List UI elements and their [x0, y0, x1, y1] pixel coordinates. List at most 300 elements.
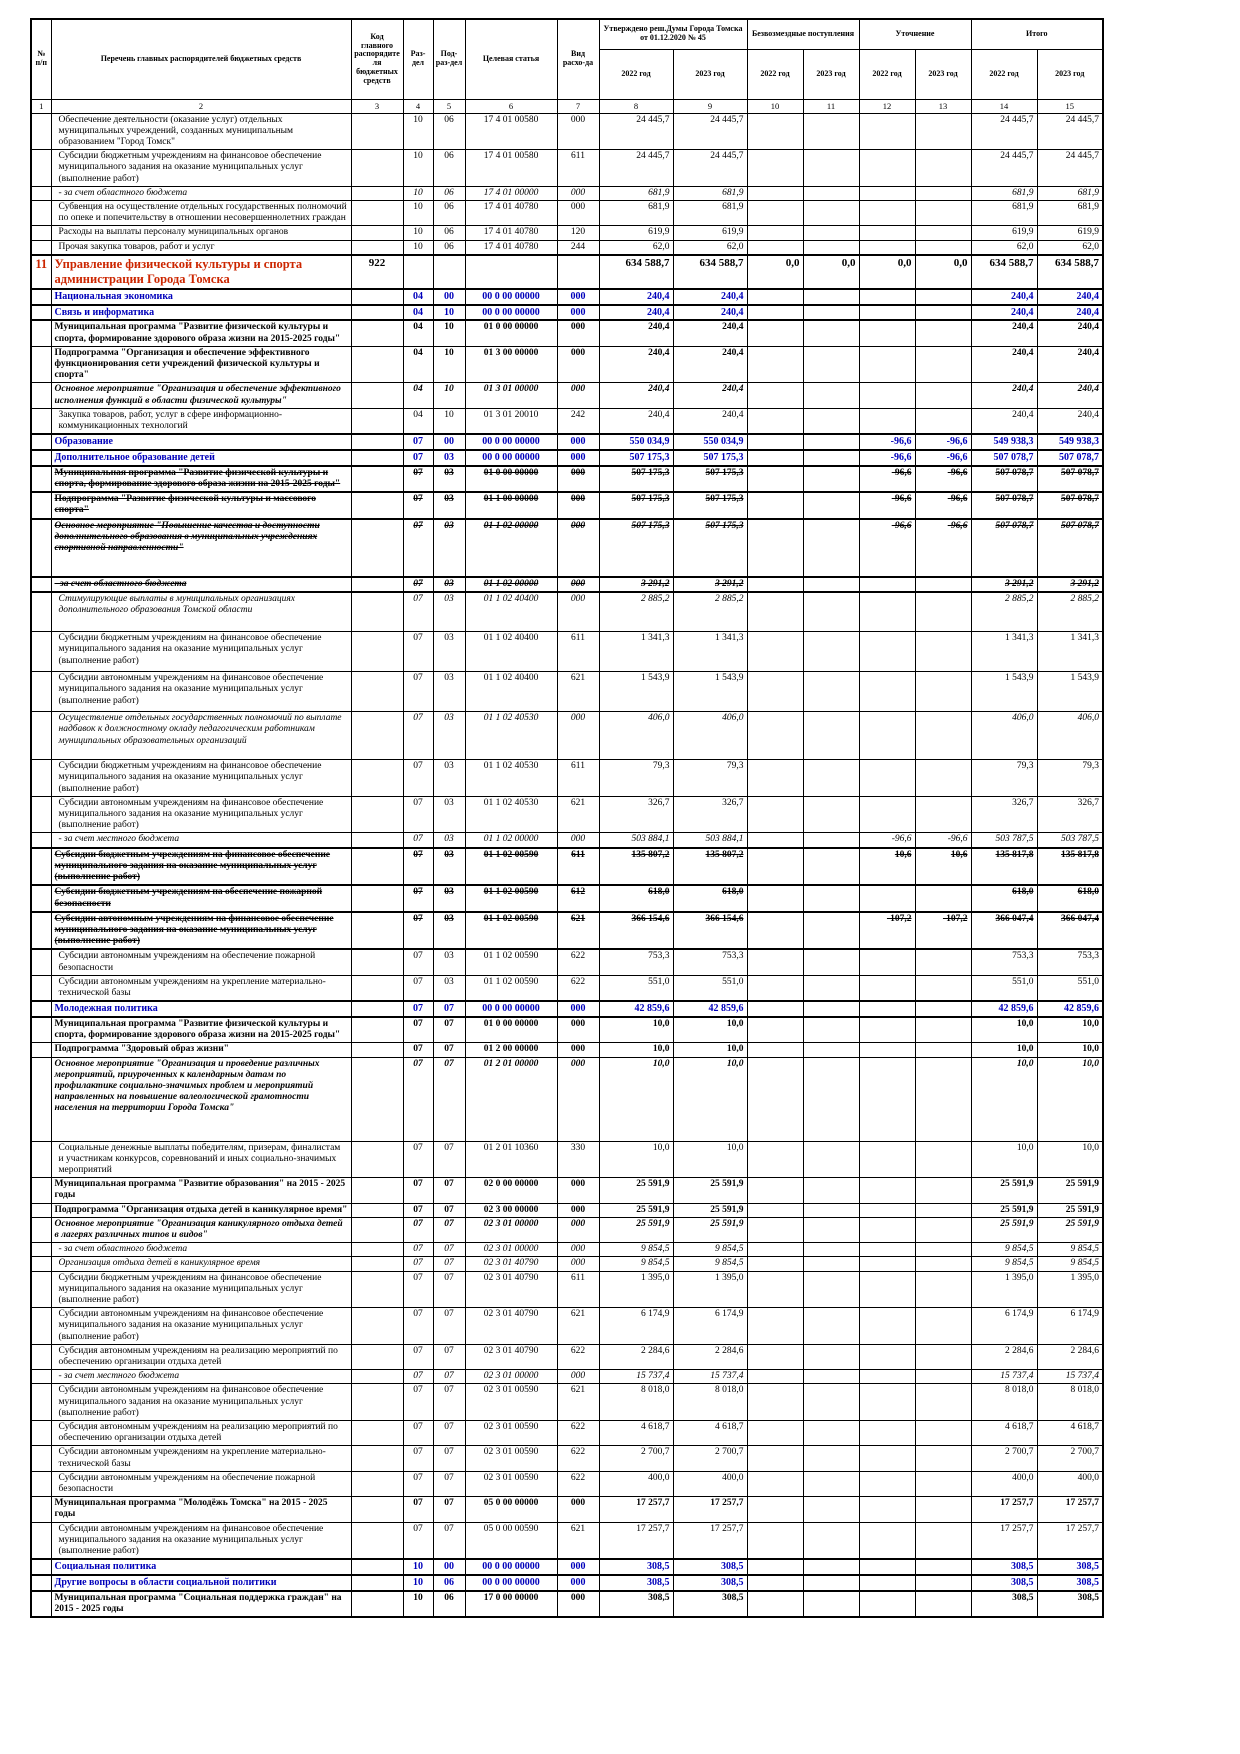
row-number-cell [31, 1308, 51, 1345]
table-row [31, 796, 1103, 833]
target-article-cell: 00 0 00 00000 [465, 1559, 557, 1575]
total-2023-cell: 10,0 [1037, 1043, 1103, 1057]
adjustment-2023-cell: -96,6 [915, 833, 971, 848]
approved-2022-cell: 240,4 [599, 408, 673, 434]
approved-2022-cell: 503 884,1 [599, 833, 673, 848]
grants-2023-cell [803, 466, 859, 492]
grants-2023-cell [803, 632, 859, 672]
total-2023-cell: 10,0 [1037, 1057, 1103, 1141]
total-2023-cell: 17 257,7 [1037, 1522, 1103, 1559]
approved-2023-cell: 42 859,6 [673, 1001, 747, 1017]
approved-2023-cell: 308,5 [673, 1591, 747, 1617]
approved-2023-cell: 503 884,1 [673, 833, 747, 848]
target-article-cell: 01 1 02 00000 [465, 519, 557, 577]
total-2023-cell: 10,0 [1037, 1141, 1103, 1178]
target-article-cell: 01 1 02 00590 [465, 912, 557, 950]
adjustment-2023-cell [915, 240, 971, 255]
adjustment-2022-cell [859, 226, 915, 240]
name-cell: Муниципальная программа "Социальная поддержка граждан" на 2015 - 2025 годы [51, 1591, 351, 1617]
approved-2023-cell: 681,9 [673, 200, 747, 225]
razdel-cell: 07 [403, 592, 433, 632]
row-number-cell [31, 1384, 51, 1421]
grants-2023-cell [803, 975, 859, 1001]
podrazdel-cell: 06 [433, 200, 465, 225]
grants-2022-cell [747, 796, 803, 833]
total-2022-cell: 17 257,7 [971, 1522, 1037, 1559]
expense-type-cell: 622 [557, 1421, 599, 1446]
grants-2023-cell [803, 305, 859, 321]
row-number-cell [31, 408, 51, 434]
expense-type-cell: 000 [557, 492, 599, 518]
table-row [31, 346, 1103, 383]
podrazdel-cell: 03 [433, 912, 465, 950]
name-cell: Субсидии бюджетным учреждениям на финансовое обеспечение муниципального задания на оказание муниципальных услуг (выполнение работ) [51, 1271, 351, 1308]
adjustment-2022-cell [859, 1178, 915, 1203]
total-2022-cell: 681,9 [971, 200, 1037, 225]
expense-type-cell: 000 [557, 577, 599, 592]
name-cell: Подпрограмма "Организация отдыха детей в каникулярное время" [51, 1203, 351, 1217]
total-2023-cell: 308,5 [1037, 1559, 1103, 1575]
approved-2023-cell: 10,0 [673, 1017, 747, 1043]
adjustment-2022-cell [859, 1370, 915, 1384]
total-2022-cell: 1 395,0 [971, 1271, 1037, 1308]
name-cell: Социальная политика [51, 1559, 351, 1575]
expense-type-cell: 242 [557, 408, 599, 434]
row-number-cell [31, 1017, 51, 1043]
adjustment-2023-cell [915, 1178, 971, 1203]
name-cell: Муниципальная программа "Развитие образования" на 2015 - 2025 годы [51, 1178, 351, 1203]
adjustment-2022-cell [859, 949, 915, 975]
grants-2023-cell [803, 1575, 859, 1591]
podrazdel-cell: 00 [433, 1559, 465, 1575]
row-number-cell [31, 912, 51, 950]
column-number: 2 [51, 99, 351, 113]
table-row [31, 519, 1103, 577]
grants-2023-cell [803, 592, 859, 632]
razdel-cell [403, 255, 433, 289]
target-article-cell: 02 3 01 40790 [465, 1271, 557, 1308]
total-2022-cell: 25 591,9 [971, 1203, 1037, 1217]
approved-2022-cell: 10,0 [599, 1043, 673, 1057]
target-article-cell: 01 2 00 00000 [465, 1043, 557, 1057]
row-number-cell [31, 1043, 51, 1057]
expense-type-cell: 621 [557, 672, 599, 712]
column-number: 5 [433, 99, 465, 113]
podrazdel-cell: 03 [433, 975, 465, 1001]
razdel-cell: 07 [403, 949, 433, 975]
table-row [31, 383, 1103, 408]
adjustment-2023-cell [915, 1497, 971, 1522]
name-cell: Подпрограмма "Организация и обеспечение эффективного функционирования сети учреждений физической культуры и спорта" [51, 346, 351, 383]
target-article-cell: 01 1 02 00590 [465, 949, 557, 975]
podrazdel-cell: 07 [433, 1522, 465, 1559]
approved-2023-cell: 550 034,9 [673, 434, 747, 450]
approved-2023-cell: 1 395,0 [673, 1271, 747, 1308]
total-2023-cell: 507 078,7 [1037, 450, 1103, 466]
row-number-cell [31, 226, 51, 240]
table-row [31, 1344, 1103, 1369]
table-row [31, 1141, 1103, 1178]
target-article-cell: 02 3 00 00000 [465, 1203, 557, 1217]
total-2022-cell: 753,3 [971, 949, 1037, 975]
podrazdel-cell: 07 [433, 1203, 465, 1217]
row-number-cell [31, 492, 51, 518]
total-2022-cell: 503 787,5 [971, 833, 1037, 848]
table-row [31, 1471, 1103, 1496]
podrazdel-cell: 03 [433, 885, 465, 911]
name-cell: Субсидии автономным учреждениям на обеспечение пожарной безопасности [51, 949, 351, 975]
razdel-cell: 07 [403, 1001, 433, 1017]
expense-type-cell: 000 [557, 1243, 599, 1257]
adjustment-2022-cell: -96,6 [859, 519, 915, 577]
name-cell: Субсидии автономным учреждениям на обеспечение пожарной безопасности [51, 1471, 351, 1496]
grants-2022-cell [747, 320, 803, 346]
grants-2022-cell [747, 833, 803, 848]
name-cell: Субсидии автономным учреждениям на финансовое обеспечение муниципального задания на оказание муниципальных услуг (выполнение работ) [51, 796, 351, 833]
total-2022-cell: 240,4 [971, 383, 1037, 408]
razdel-cell: 07 [403, 1217, 433, 1242]
total-2023-cell: 240,4 [1037, 305, 1103, 321]
grants-2023-cell [803, 1057, 859, 1141]
total-2022-cell: 240,4 [971, 305, 1037, 321]
razdel-cell: 07 [403, 492, 433, 518]
expense-type-cell: 000 [557, 434, 599, 450]
expense-type-cell: 330 [557, 1141, 599, 1178]
target-article-cell: 01 1 00 00000 [465, 492, 557, 518]
grants-2022-cell [747, 200, 803, 225]
total-2022-cell: 549 938,3 [971, 434, 1037, 450]
podrazdel-cell: 07 [433, 1344, 465, 1369]
podrazdel-cell: 06 [433, 1575, 465, 1591]
expense-type-cell: 000 [557, 289, 599, 305]
podrazdel-cell: 07 [433, 1178, 465, 1203]
expense-type-cell: 000 [557, 200, 599, 225]
total-2022-cell: 1 543,9 [971, 672, 1037, 712]
grants-2022-cell [747, 1001, 803, 1017]
grbs-code-cell [351, 592, 403, 632]
total-2023-cell: 308,5 [1037, 1575, 1103, 1591]
total-2022-cell: 240,4 [971, 408, 1037, 434]
grbs-code-cell [351, 1497, 403, 1522]
grants-2022-cell [747, 1497, 803, 1522]
approved-2022-cell: 25 591,9 [599, 1203, 673, 1217]
grbs-code-cell [351, 1203, 403, 1217]
expense-type-cell: 611 [557, 150, 599, 187]
adjustment-2022-cell [859, 1522, 915, 1559]
adjustment-2023-cell: -96,6 [915, 434, 971, 450]
grants-2022-cell [747, 1591, 803, 1617]
grants-2022-cell [747, 975, 803, 1001]
approved-2023-cell: 634 588,7 [673, 255, 747, 289]
target-article-cell: 00 0 00 00000 [465, 1575, 557, 1591]
grants-2022-cell [747, 1522, 803, 1559]
total-2022-cell: 17 257,7 [971, 1497, 1037, 1522]
total-2022-cell: 507 078,7 [971, 519, 1037, 577]
table-row [31, 434, 1103, 450]
approved-2023-cell: 79,3 [673, 760, 747, 797]
column-number: 11 [803, 99, 859, 113]
grants-2023-cell [803, 200, 859, 225]
grbs-code-cell [351, 1344, 403, 1369]
budget-table-body [31, 113, 1103, 1617]
grants-2022-cell [747, 1257, 803, 1271]
approved-2023-cell: 308,5 [673, 1575, 747, 1591]
table-row [31, 1178, 1103, 1203]
name-cell: Закупка товаров, работ, услуг в сфере информационно-коммуникационных технологий [51, 408, 351, 434]
grants-2023-cell [803, 848, 859, 886]
grants-2022-cell [747, 1141, 803, 1178]
table-row [31, 577, 1103, 592]
razdel-cell: 07 [403, 1446, 433, 1471]
row-number-cell [31, 712, 51, 760]
adjustment-2023-cell [915, 113, 971, 150]
total-2023-cell: 25 591,9 [1037, 1203, 1103, 1217]
table-row [31, 912, 1103, 950]
grants-2023-cell [803, 1178, 859, 1203]
approved-2022-cell: 619,9 [599, 226, 673, 240]
approved-2023-cell: 619,9 [673, 226, 747, 240]
podrazdel-cell: 06 [433, 1591, 465, 1617]
adjustment-2023-cell [915, 1522, 971, 1559]
approved-2023-cell: 25 591,9 [673, 1203, 747, 1217]
row-number-cell [31, 796, 51, 833]
adjustment-2022-cell [859, 577, 915, 592]
podrazdel-cell: 07 [433, 1308, 465, 1345]
adjustment-2022-cell [859, 1497, 915, 1522]
total-2023-cell: 2 885,2 [1037, 592, 1103, 632]
adjustment-2023-cell [915, 150, 971, 187]
adjustment-2022-cell [859, 1446, 915, 1471]
grbs-code-cell [351, 1243, 403, 1257]
podrazdel-cell: 07 [433, 1471, 465, 1496]
name-cell: Субсидии автономным учреждениям на финансовое обеспечение муниципального задания на оказание муниципальных услуг (выполнение работ) [51, 1308, 351, 1345]
approved-2023-cell: 17 257,7 [673, 1497, 747, 1522]
adjustment-2022-cell [859, 1257, 915, 1271]
total-2022-cell: 79,3 [971, 760, 1037, 797]
row-number-cell [31, 466, 51, 492]
total-2022-cell: 9 854,5 [971, 1257, 1037, 1271]
podrazdel-cell: 07 [433, 1370, 465, 1384]
row-number-cell [31, 1178, 51, 1203]
approved-2022-cell: 366 154,6 [599, 912, 673, 950]
adjustment-2022-cell [859, 1243, 915, 1257]
razdel-cell: 10 [403, 1575, 433, 1591]
grants-2023-cell [803, 1471, 859, 1496]
approved-2022-cell: 507 175,3 [599, 519, 673, 577]
adjustment-2023-cell [915, 712, 971, 760]
row-number-cell [31, 305, 51, 321]
row-number-cell [31, 577, 51, 592]
approved-2022-cell: 6 174,9 [599, 1308, 673, 1345]
name-cell: Социальные денежные выплаты победителям, призерам, финалистам и участникам конкурсов, соревнований и иных социально-значимых мероприятий [51, 1141, 351, 1178]
total-2023-cell: 6 174,9 [1037, 1308, 1103, 1345]
grants-2022-cell [747, 1471, 803, 1496]
approved-2022-cell: 2 885,2 [599, 592, 673, 632]
adjustment-2023-cell [915, 1217, 971, 1242]
grbs-code-cell [351, 450, 403, 466]
table-row [31, 1575, 1103, 1591]
grbs-code-cell [351, 305, 403, 321]
approved-2022-cell: 17 257,7 [599, 1522, 673, 1559]
grbs-code-cell [351, 712, 403, 760]
grants-2023-cell [803, 150, 859, 187]
podrazdel-cell: 07 [433, 1001, 465, 1017]
table-row [31, 1591, 1103, 1617]
target-article-cell: 00 0 00 00000 [465, 305, 557, 321]
grants-2022-cell [747, 760, 803, 797]
row-number-cell [31, 1446, 51, 1471]
podrazdel-cell [433, 255, 465, 289]
grants-2023-cell [803, 1217, 859, 1242]
target-article-cell: 01 3 01 00000 [465, 383, 557, 408]
column-number: 1 [31, 99, 51, 113]
approved-2023-cell: 326,7 [673, 796, 747, 833]
adjustment-2023-cell [915, 760, 971, 797]
grants-2023-cell [803, 760, 859, 797]
razdel-cell: 04 [403, 346, 433, 383]
approved-2022-cell: 507 175,3 [599, 450, 673, 466]
approved-2022-cell: 1 543,9 [599, 672, 673, 712]
total-2023-cell: 79,3 [1037, 760, 1103, 797]
total-2023-cell: 406,0 [1037, 712, 1103, 760]
grbs-code-cell [351, 796, 403, 833]
total-2023-cell: 240,4 [1037, 408, 1103, 434]
table-row [31, 672, 1103, 712]
podrazdel-cell: 07 [433, 1057, 465, 1141]
grants-2022-cell [747, 592, 803, 632]
grants-2023-cell [803, 949, 859, 975]
target-article-cell [465, 255, 557, 289]
row-number-cell [31, 1001, 51, 1017]
row-number-cell [31, 1497, 51, 1522]
name-cell: Основное мероприятие "Повышение качества и доступности дополнительного образования в муниципальных учреждениях спортивной направленности" [51, 519, 351, 577]
table-row [31, 320, 1103, 346]
razdel-cell: 07 [403, 1243, 433, 1257]
total-2022-cell: 308,5 [971, 1575, 1037, 1591]
razdel-cell: 07 [403, 1043, 433, 1057]
approved-2022-cell: 400,0 [599, 1471, 673, 1496]
approved-2022-cell: 2 284,6 [599, 1344, 673, 1369]
grbs-code-cell: 922 [351, 255, 403, 289]
total-2022-cell: 10,0 [971, 1017, 1037, 1043]
adjustment-2022-cell [859, 289, 915, 305]
name-cell: Образование [51, 434, 351, 450]
grants-2023-cell [803, 1203, 859, 1217]
row-number-cell [31, 760, 51, 797]
adjustment-2023-cell [915, 1257, 971, 1271]
name-cell: Другие вопросы в области социальной политики [51, 1575, 351, 1591]
expense-type-cell: 000 [557, 1178, 599, 1203]
grants-2023-cell [803, 1243, 859, 1257]
expense-type-cell: 622 [557, 1471, 599, 1496]
expense-type-cell: 611 [557, 1271, 599, 1308]
group-header-adjustment: Уточнение [859, 19, 971, 49]
name-cell: Стимулирующие выплаты в муниципальных организациях дополнительного образования Томской области [51, 592, 351, 632]
target-article-cell: 02 0 00 00000 [465, 1178, 557, 1203]
podrazdel-cell: 03 [433, 672, 465, 712]
name-cell: Муниципальная программа "Развитие физической культуры и спорта, формирование здорового образа жизни на 2015-2025 годы" [51, 320, 351, 346]
total-2022-cell: 507 078,7 [971, 492, 1037, 518]
table-row [31, 408, 1103, 434]
table-row [31, 1217, 1103, 1242]
approved-2023-cell: 681,9 [673, 186, 747, 200]
approved-2023-cell: 507 175,3 [673, 450, 747, 466]
grants-2022-cell [747, 1384, 803, 1421]
table-row [31, 885, 1103, 911]
razdel-cell: 07 [403, 632, 433, 672]
name-cell: Субсидия автономным учреждениям на реализацию мероприятий по обеспечению организации отдыха детей [51, 1421, 351, 1446]
approved-2022-cell: 24 445,7 [599, 113, 673, 150]
razdel-cell: 07 [403, 833, 433, 848]
col-header-expense-type: Вид расхо-да [557, 19, 599, 99]
razdel-cell: 07 [403, 796, 433, 833]
grbs-code-cell [351, 408, 403, 434]
adjustment-2023-cell [915, 1141, 971, 1178]
approved-2023-cell: 10,0 [673, 1141, 747, 1178]
expense-type-cell: 622 [557, 1344, 599, 1369]
podrazdel-cell: 06 [433, 150, 465, 187]
target-article-cell: 01 2 01 00000 [465, 1057, 557, 1141]
grants-2022-cell: 0,0 [747, 255, 803, 289]
total-2022-cell: 9 854,5 [971, 1243, 1037, 1257]
adjustment-2022-cell [859, 760, 915, 797]
grbs-code-cell [351, 1522, 403, 1559]
grbs-code-cell [351, 1308, 403, 1345]
adjustment-2023-cell [915, 1057, 971, 1141]
grants-2022-cell [747, 450, 803, 466]
grants-2023-cell [803, 1559, 859, 1575]
name-cell: Организация отдыха детей в каникулярное время [51, 1257, 351, 1271]
col-header-podrazdel: Под-раз-дел [433, 19, 465, 99]
razdel-cell: 07 [403, 1471, 433, 1496]
adjustment-2022-cell [859, 1421, 915, 1446]
grants-2023-cell [803, 1421, 859, 1446]
target-article-cell: 01 3 01 20010 [465, 408, 557, 434]
approved-2023-cell: 240,4 [673, 383, 747, 408]
podrazdel-cell: 07 [433, 1271, 465, 1308]
expense-type-cell: 611 [557, 760, 599, 797]
expense-type-cell: 000 [557, 1559, 599, 1575]
grants-2023-cell [803, 1308, 859, 1345]
table-row [31, 833, 1103, 848]
approved-2022-cell: 79,3 [599, 760, 673, 797]
adjustment-2023-cell [915, 1471, 971, 1496]
expense-type-cell: 000 [557, 1370, 599, 1384]
grbs-code-cell [351, 1370, 403, 1384]
total-2023-cell: 503 787,5 [1037, 833, 1103, 848]
grbs-code-cell [351, 113, 403, 150]
grants-2022-cell [747, 949, 803, 975]
approved-2023-cell: 8 018,0 [673, 1384, 747, 1421]
column-number: 7 [557, 99, 599, 113]
row-number-cell [31, 949, 51, 975]
name-cell: Основное мероприятие "Организация и проведение различных мероприятий, приуроченных к календарным датам по профилактике социально-значимых проблем и мероприятий направленных на повышение валеологической грамотности населения на территории Города Томска" [51, 1057, 351, 1141]
total-2022-cell: 135 817,8 [971, 848, 1037, 886]
approved-2022-cell: 240,4 [599, 383, 673, 408]
expense-type-cell: 000 [557, 466, 599, 492]
expense-type-cell: 000 [557, 383, 599, 408]
target-article-cell: 02 3 01 00590 [465, 1446, 557, 1471]
grants-2022-cell [747, 492, 803, 518]
podrazdel-cell: 03 [433, 949, 465, 975]
expense-type-cell: 622 [557, 1446, 599, 1471]
grants-2023-cell [803, 1257, 859, 1271]
adjustment-2022-cell [859, 1591, 915, 1617]
row-number-cell [31, 1057, 51, 1141]
target-article-cell: 00 0 00 00000 [465, 450, 557, 466]
approved-2023-cell: 6 174,9 [673, 1308, 747, 1345]
grants-2022-cell [747, 305, 803, 321]
